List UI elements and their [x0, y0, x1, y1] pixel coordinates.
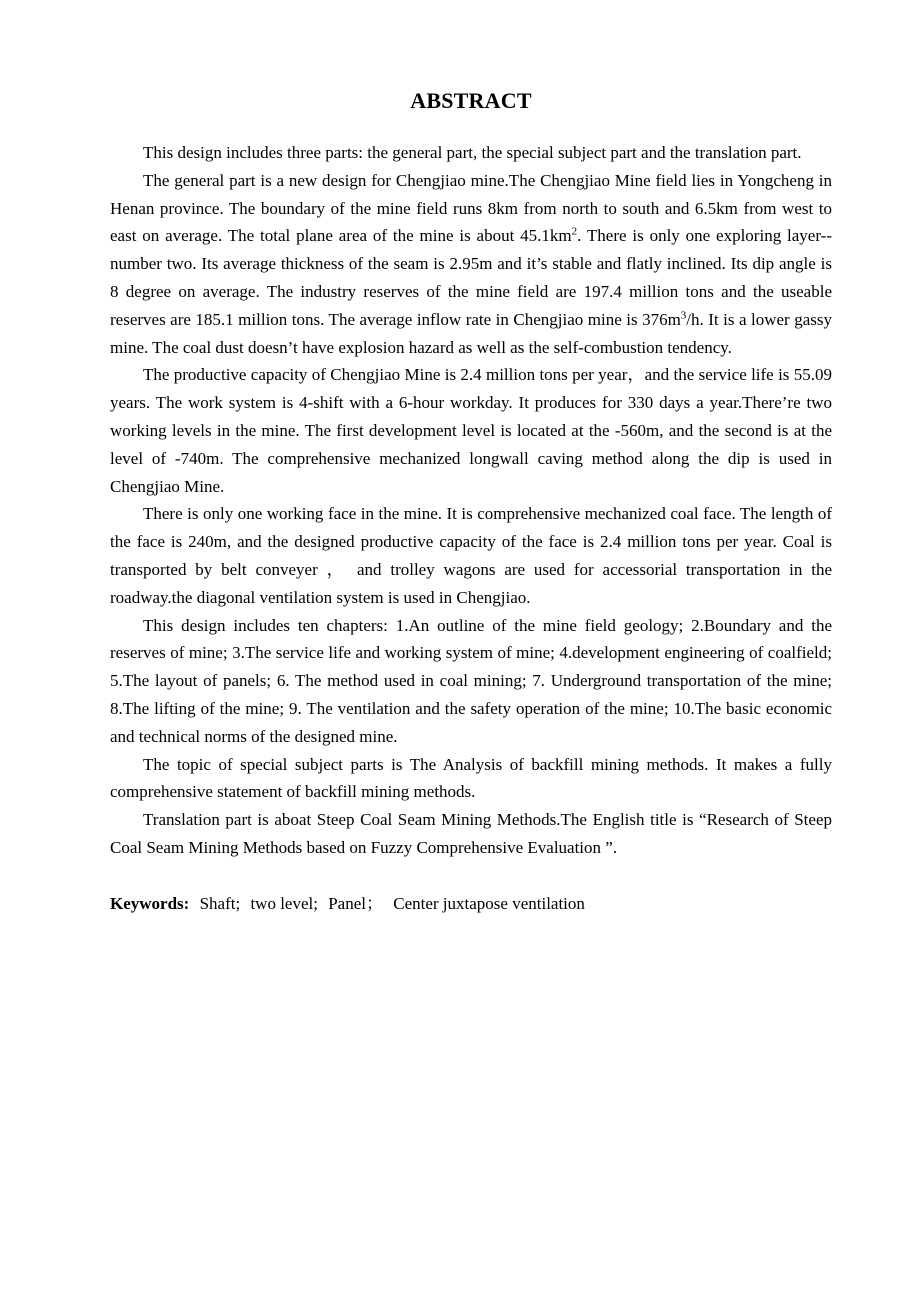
- abstract-title: ABSTRACT: [410, 88, 532, 113]
- general-part-text-b: . There is only one exploring layer--number two. Its average thickness of the seam is 2.95m and it’s stable and flatly inclined. Its dip angle is 8 degree on average. The industry reserves of the mine field are 197.4 million tons and the useable reserves are 185.1 million tons. The average inflow rate in Chengjiao mine is 376m: [110, 226, 832, 329]
- paragraph-productive-capacity: The productive capacity of Chengjiao Mine is 2.4 million tons per year，and the service life is 55.09 years. The work system is 4-shift with a 6-hour workday. It produces for 330 days a year.There’re two working levels in the mine. The first development level is located at the -560m, and the second is at the level of -740m. The comprehensive mechanized longwall caving method along the dip is used in Chengjiao Mine.: [110, 365, 832, 496]
- keyword-item: Shaft;: [199, 893, 241, 913]
- superscript-area-unit: 2: [571, 225, 578, 238]
- keywords-line: [110, 890, 832, 918]
- keyword-item: Center juxtapose ventilation: [393, 893, 585, 913]
- keywords-label: Keywords:: [110, 893, 190, 913]
- paragraph-overview: This design includes three parts: the general part, the special subject part and the translation part.: [143, 143, 802, 162]
- superscript-volume-unit: 3: [680, 309, 687, 322]
- paragraph-chapters: This design includes ten chapters: 1.An outline of the mine field geology; 2.Boundary and the reserves of mine; 3.The service life and working system of mine; 4.development engineering of coalfield; 5.The layout of panels; 6. The method used in coal mining; 7. Underground transportation of the mine; 8.The lifting of the mine; 9. The ventilation and the safety operation of the mine; 10.The basic economic and technical norms of the designed mine.: [110, 615, 832, 746]
- paragraph-special-subject: The topic of special subject parts is The Analysis of backfill mining methods. It makes a fully comprehensive statement of backfill mining methods.: [110, 754, 832, 802]
- keyword-item: two level;: [250, 893, 318, 913]
- paragraph-working-face: There is only one working face in the mine. It is comprehensive mechanized coal face. The length of the face is 240m, and the designed productive capacity of the face is 2.4 million tons per year. Coal is transported by belt conveyer ， and trolley wagons are used for accessorial transportation in the roadway.the diagonal ventilation system is used in Chengjiao.: [110, 504, 832, 607]
- general-part-text-c: /h. It is a lower gassy mine. The coal dust doesn’t have explosion hazard as well as the self-combustion tendency.: [110, 309, 832, 357]
- paragraph-translation-part: Translation part is aboat Steep Coal Seam Mining Methods.The English title is “Research of Steep Coal Seam Mining Methods based on Fuzzy Comprehensive Evaluation ”.: [110, 810, 832, 857]
- general-part-text-a: The general part is a new design for Chengjiao mine.The Chengjiao Mine field lies in Yongcheng in Henan province. The boundary of the mine field runs 8km from north to south and 6.5km from west to east on average. The total plane area of the mine is about 45.1km: [110, 170, 832, 246]
- paragraph-general-part: [110, 167, 832, 362]
- keyword-item: Panel；: [328, 893, 383, 913]
